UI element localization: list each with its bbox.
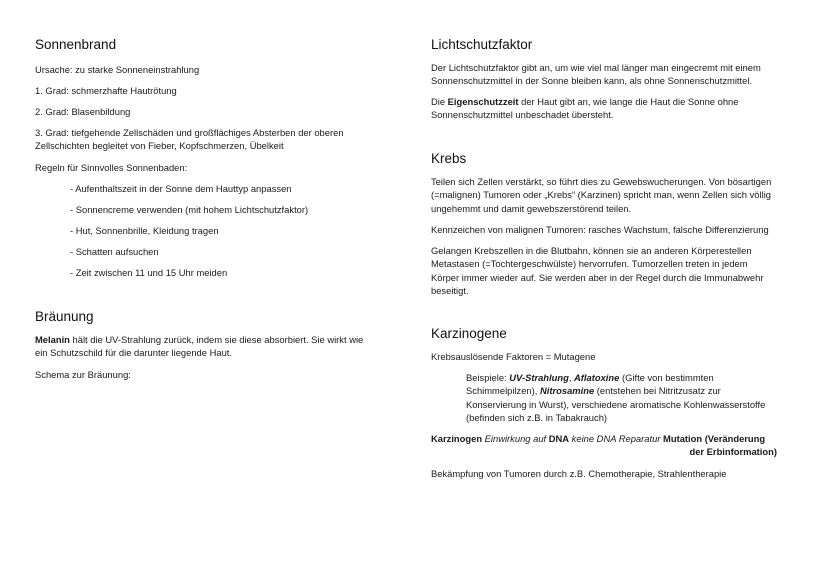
beispiele-paragraph xyxy=(431,371,796,425)
bekaempfung-text: Bekämpfung von Tumoren durch z.B. Chemotherapie, Strahlentherapie xyxy=(431,468,727,479)
krebs-p1-line2: (=malignen) Tumoren oder „Krebs“ (Karzinen) spricht man, wenn Zellen sich völlig xyxy=(431,189,771,201)
heading-braeunung: Bräunung xyxy=(35,309,94,324)
bsp-comma: , xyxy=(568,372,575,383)
heading-lichtschutzfaktor: Lichtschutzfaktor xyxy=(431,37,533,52)
lsf-p2-post: der Haut gibt an, wie lange die Haut die Sonne ohne xyxy=(518,96,739,107)
uv-strahlung-term: UV-Strahlung xyxy=(509,372,569,383)
bsp-nitro-post: (entstehen bei Nitritzusatz zur xyxy=(594,385,721,397)
einwirkung-text: Einwirkung auf xyxy=(482,433,549,444)
rule-item: - Sonnencreme verwenden (mit hohem Lichtschutzfaktor) xyxy=(70,204,309,215)
rule-item: - Hut, Sonnenbrille, Kleidung tragen xyxy=(70,225,219,236)
chain-line1 xyxy=(431,432,796,445)
regeln-text: Regeln für Sinnvolles Sonnenbaden: xyxy=(35,162,188,173)
krebs-paragraph-3 xyxy=(431,244,796,298)
krebs-paragraph-1 xyxy=(431,175,796,215)
lsf-p1-line2: Sonnenschutzmittel in der Sonne bleiben kann, als ohne Sonnenschutzmittel. xyxy=(431,75,753,87)
bsp-line2-pre: Schimmelpilzen), xyxy=(466,385,540,397)
krebs-p3-line4: beseitigt. xyxy=(431,285,469,297)
melanin-line1 xyxy=(35,333,390,346)
heading-karzinogene: Karzinogene xyxy=(431,326,507,341)
melanin-text: hält die UV-Strahlung zurück, indem sie diese absorbiert. Sie wirkt wie xyxy=(69,334,364,345)
eigenschutzzeit-term: Eigenschutzzeit xyxy=(447,96,519,107)
grad3-line1: 3. Grad: tiefgehende Zellschäden und großflächiges Absterben der oberen xyxy=(35,127,344,138)
erbinformation-term: der Erbinformation) xyxy=(689,446,777,458)
schema-text: Schema zur Bräunung: xyxy=(35,369,131,380)
ursache-text: Ursache: zu starke Sonneneinstrahlung xyxy=(35,64,200,75)
bsp-pre: Beispiele: xyxy=(466,372,510,383)
lsf-p2-pre: Die xyxy=(431,96,448,107)
bsp-line1 xyxy=(466,371,796,384)
grad3-paragraph xyxy=(35,126,390,153)
karzinogen-term: Karzinogen xyxy=(431,433,483,444)
grad2-text: 2. Grad: Blasenbildung xyxy=(35,106,131,117)
lsf-paragraph-2 xyxy=(431,95,796,122)
bsp-afla-post: (Gifte von bestimmten xyxy=(619,372,714,383)
dna-term: DNA xyxy=(548,433,570,444)
lsf-p1-line1: Der Lichtschutzfaktor gibt an, um wie viel mal länger man eingecremt mit einem xyxy=(431,62,761,73)
grad1-text: 1. Grad: schmerzhafte Hautrötung xyxy=(35,85,177,96)
rule-item: - Aufenthaltszeit in der Sonne dem Hauttyp anpassen xyxy=(70,183,292,194)
heading-sonnenbrand: Sonnenbrand xyxy=(35,37,117,52)
heading-krebs: Krebs xyxy=(431,151,467,166)
faktoren-text: Krebsauslösende Faktoren = Mutagene xyxy=(431,351,596,362)
rule-item: - Schatten aufsuchen xyxy=(70,246,159,257)
lsf-p2-line1 xyxy=(431,95,796,108)
krebs-p1-line3: ungehemmt und damit gewebszerstörend teilen. xyxy=(431,202,632,214)
krebs-p1-line1: Teilen sich Zellen verstärkt, so führt dies zu Gewebswucherungen. Von bösartigen xyxy=(431,176,772,187)
aflatoxine-term: Aflatoxine xyxy=(574,372,620,383)
bsp-line3: Konservierung in Wurst), verschiedene aromatische Kohlenwasserstoffe xyxy=(466,398,766,410)
melanin-paragraph xyxy=(35,333,390,360)
karzinogen-chain xyxy=(431,432,796,459)
lsf-paragraph-1 xyxy=(431,61,796,88)
keine-reparatur-text: keine DNA Reparatur xyxy=(569,433,664,444)
krebs-p3-line3: Körper immer wieder auf. Sie werden aber in der Regel durch die Immunabwehr xyxy=(431,271,764,283)
chain-line2 xyxy=(431,445,796,458)
melanin-line2: ein Schutzschild für die darunter liegende Haut. xyxy=(35,347,232,359)
krebs-p3-line2: Metastasen (=Tochtergeschwülste) hervorrufen. Tumorzellen treten in jedem xyxy=(431,258,748,270)
melanin-term: Melanin xyxy=(35,334,70,345)
rule-item: - Zeit zwischen 11 und 15 Uhr meiden xyxy=(70,267,228,278)
krebs-p3-line1: Gelangen Krebszellen in die Blutbahn, können sie an anderen Körperestellen xyxy=(431,245,752,256)
bsp-line4: (befinden sich z.B. in Tabakrauch) xyxy=(466,412,608,424)
bsp-line2 xyxy=(466,384,796,397)
krebs-paragraph-2: Kennzeichen von malignen Tumoren: rasches Wachstum, falsche Differenzierung xyxy=(431,224,769,235)
mutation-term: Mutation (Veränderung xyxy=(663,433,766,444)
nitrosamine-term: Nitrosamine xyxy=(539,385,595,397)
lsf-p2-line2: Sonnenschutzmittel unbeschadet übersteht. xyxy=(431,109,614,121)
grad3-line2: Zellschichten begleitet von Fieber, Kopfschmerzen, Übelkeit xyxy=(35,140,284,152)
